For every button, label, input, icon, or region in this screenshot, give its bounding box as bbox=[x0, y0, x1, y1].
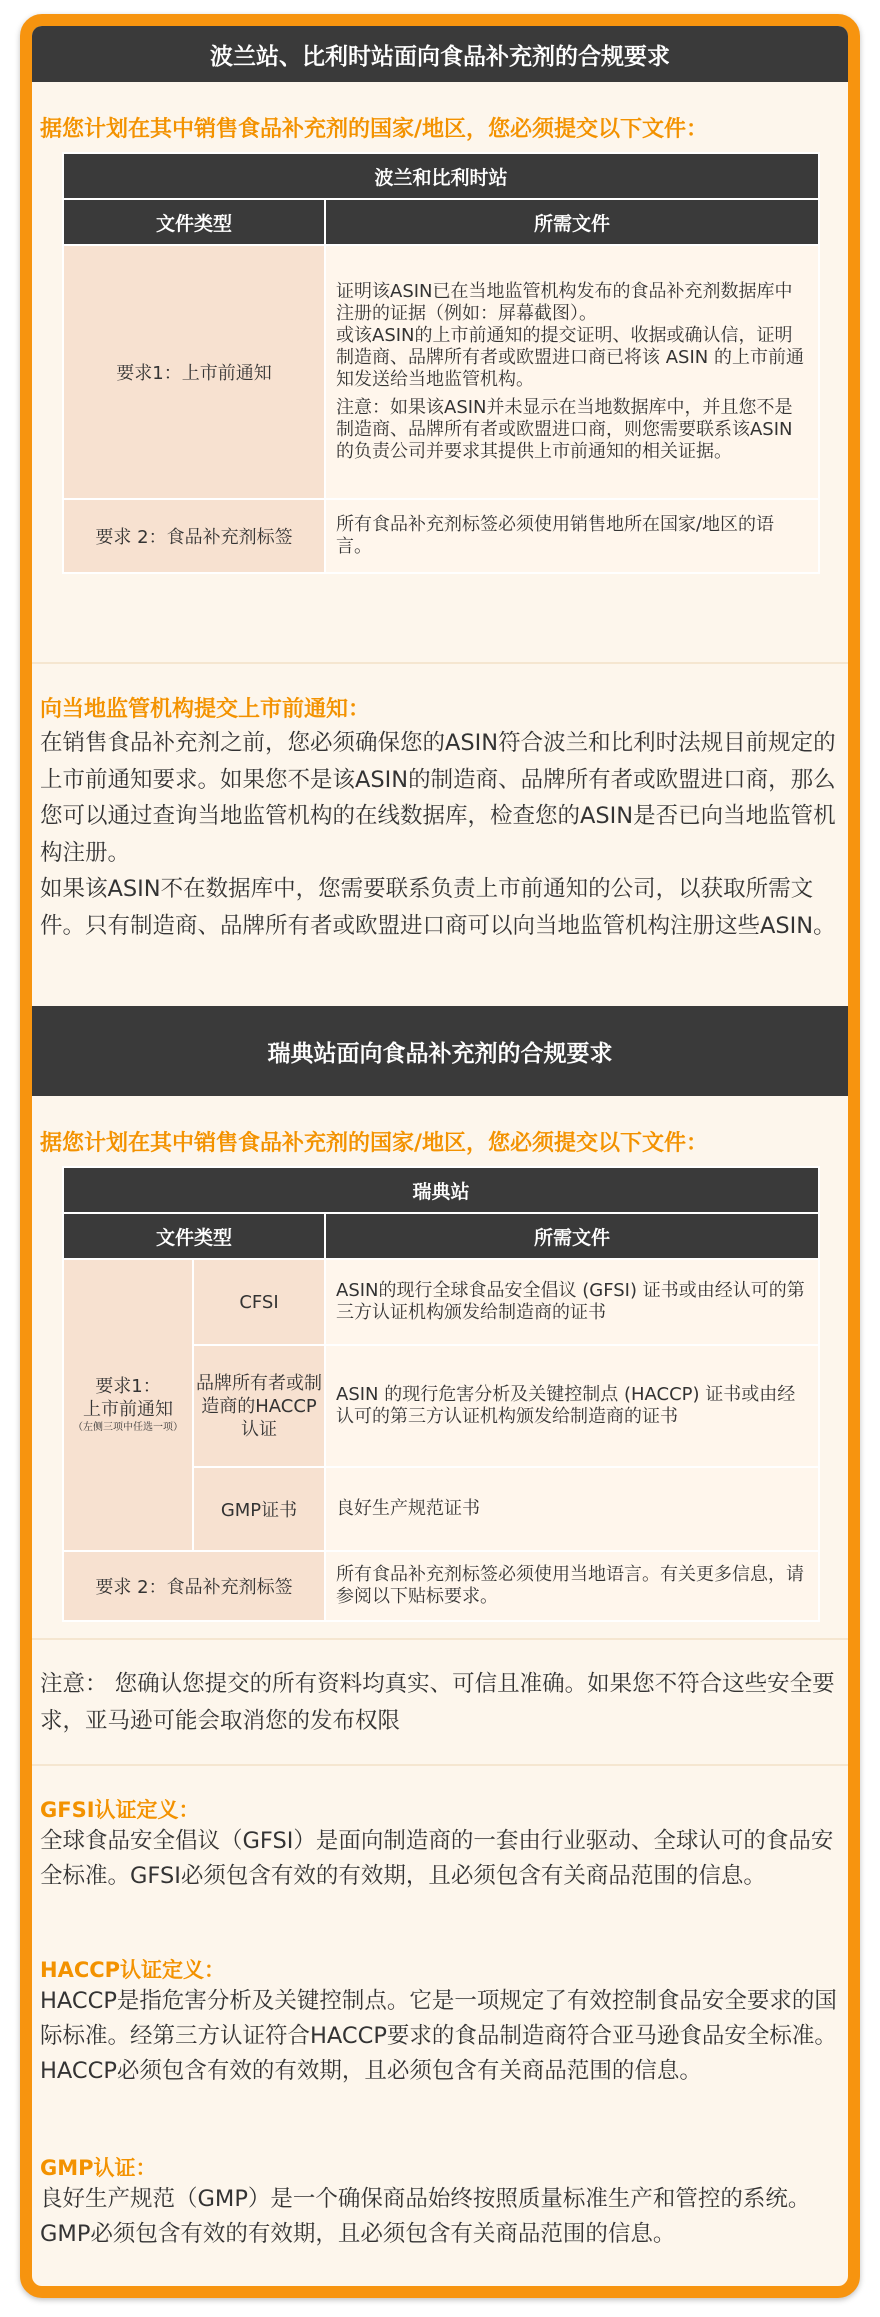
req1-content bbox=[325, 245, 819, 499]
gfsi-heading: GFSI认证定义： bbox=[40, 1798, 200, 1822]
requirements-table-sweden bbox=[62, 1166, 820, 1622]
req1-label-note: （左侧三项中任选一项） bbox=[73, 1422, 183, 1433]
gmp-label: GMP证书 bbox=[193, 1467, 325, 1551]
notice-heading: 向当地监管机构提交上市前通知： bbox=[40, 697, 371, 722]
req1-label-line2: 上市前通知 bbox=[83, 1399, 173, 1420]
table-title: 波兰和比利时站 bbox=[63, 153, 819, 199]
col-header-docs: 所需文件 bbox=[325, 199, 819, 245]
cfsi-text: ASIN的现行全球食品安全倡议 (GFSI) 证书或由经认可的第三方认证机构颁发给制造商的证书 bbox=[325, 1259, 819, 1345]
section-banner-sweden bbox=[32, 1006, 848, 1096]
req1-label-line1: 要求1： bbox=[95, 1376, 161, 1397]
col-header-docs: 所需文件 bbox=[325, 1213, 819, 1259]
req1-text-proof: 或该ASIN的上市前通知的提交证明、收据或确认信，证明制造商、品牌所有者或欧盟进口商已将该 ASIN 的上市前通知发送给当地监管机构。 bbox=[336, 325, 804, 390]
haccp-text: ASIN 的现行危害分析及关键控制点 (HACCP) 证书或由经认可的第三方认证机构颁发给制造商的证书 bbox=[325, 1345, 819, 1467]
requirements-table-poland-belgium bbox=[62, 152, 820, 574]
divider bbox=[32, 662, 848, 664]
confirmation-note: 注意： 您确认您提交的所有资料均真实、可信且准确。如果您不符合这些安全要求，亚马逊可能会取消您的发布权限 bbox=[40, 1671, 835, 1734]
table-row bbox=[63, 1259, 819, 1345]
haccp-label: 品牌所有者或制造商的HACCP认证 bbox=[193, 1345, 325, 1467]
req1-label bbox=[63, 1259, 193, 1551]
req2-text: 所有食品补充剂标签必须使用销售地所在国家/地区的语言。 bbox=[325, 499, 819, 573]
req1-label: 要求1：上市前通知 bbox=[63, 245, 325, 499]
notice-paragraph-2: 如果该ASIN不在数据库中，您需要联系负责上市前通知的公司，以获取所需文件。只有制造商、品牌所有者或欧盟进口商可以向当地监管机构注册这些ASIN。 bbox=[40, 876, 836, 939]
cfsi-label: CFSI bbox=[193, 1259, 325, 1345]
section2-intro: 据您计划在其中销售食品补充剂的国家/地区，您必须提交以下文件： bbox=[40, 1131, 709, 1156]
req2-label: 要求 2：食品补充剂标签 bbox=[63, 499, 325, 573]
banner-title: 波兰站、比利时站面向食品补充剂的合规要求 bbox=[210, 43, 670, 70]
section-banner-poland-belgium bbox=[32, 26, 848, 82]
haccp-text: HACCP是指危害分析及关键控制点。它是一项规定了有效控制食品安全要求的国际标准。经第三方认证符合HACCP要求的食品制造商符合亚马逊食品安全标准。HACCP必须包含有效的有效期，且必须包含有关商品范围的信息。 bbox=[40, 1988, 837, 2084]
req2-text: 所有食品补充剂标签必须使用当地语言。有关更多信息，请参阅以下贴标要求。 bbox=[325, 1551, 819, 1621]
divider bbox=[32, 1638, 848, 1640]
gmp-text: 良好生产规范（GMP）是一个确保商品始终按照质量标准生产和管控的系统。GMP必须包含有效的有效期，且必须包含有关商品范围的信息。 bbox=[40, 2186, 811, 2247]
section1-intro: 据您计划在其中销售食品补充剂的国家/地区，您必须提交以下文件： bbox=[40, 117, 709, 142]
banner-title: 瑞典站面向食品补充剂的合规要求 bbox=[267, 1040, 613, 1067]
divider bbox=[32, 1764, 848, 1766]
table-row bbox=[63, 499, 819, 573]
table-title: 瑞典站 bbox=[63, 1167, 819, 1213]
table-row bbox=[63, 245, 819, 499]
gfsi-text: 全球食品安全倡议（GFSI）是面向制造商的一套由行业驱动、全球认可的食品安全标准。GFSI必须包含有效的有效期，且必须包含有关商品范围的信息。 bbox=[40, 1828, 834, 1889]
req2-label: 要求 2：食品补充剂标签 bbox=[63, 1551, 325, 1621]
req1-text-notice: 注意：如果该ASIN并未显示在当地数据库中，并且您不是制造商、品牌所有者或欧盟进口商，则您需要联系该ASIN的负责公司并要求其提供上市前通知的相关证据。 bbox=[336, 397, 793, 462]
gmp-text: 良好生产规范证书 bbox=[325, 1467, 819, 1551]
col-header-type: 文件类型 bbox=[63, 199, 325, 245]
table-row bbox=[63, 1551, 819, 1621]
compliance-card bbox=[20, 14, 860, 2298]
req1-text-evidence: 证明该ASIN已在当地监管机构发布的食品补充剂数据库中注册的证据（例如：屏幕截图）。 bbox=[336, 281, 793, 324]
haccp-heading: HACCP认证定义： bbox=[40, 1958, 226, 1982]
notice-paragraph-1: 在销售食品补充剂之前，您必须确保您的ASIN符合波兰和比利时法规目前规定的上市前通知要求。如果您不是该ASIN的制造商、品牌所有者或欧盟进口商，那么您可以通过查询当地监管机构的在线数据库，检查您的ASIN是否已向当地监管机构注册。 bbox=[40, 730, 836, 866]
gmp-heading: GMP认证： bbox=[40, 2156, 157, 2180]
col-header-type: 文件类型 bbox=[63, 1213, 325, 1259]
